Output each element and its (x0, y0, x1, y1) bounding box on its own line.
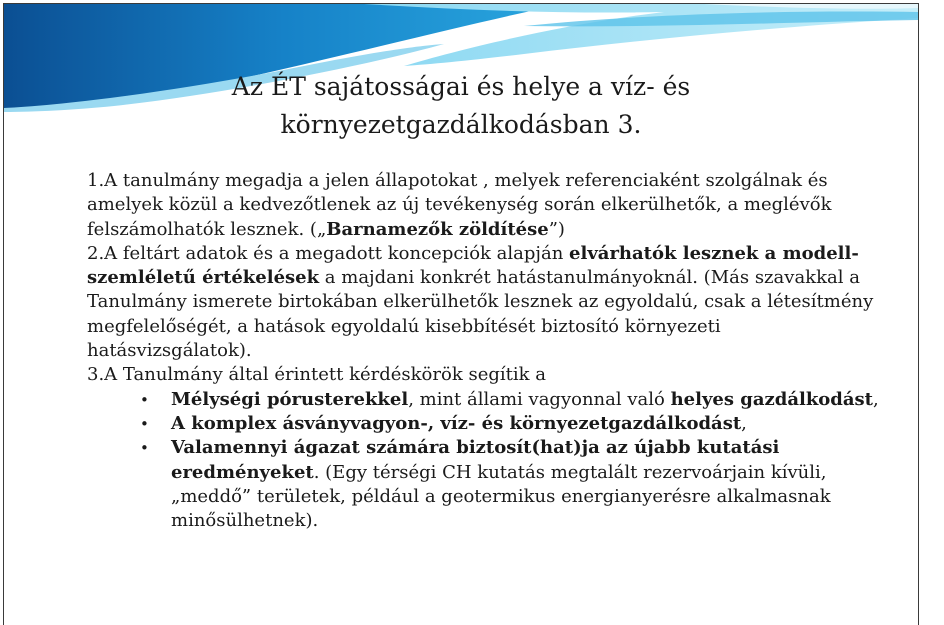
bullet-2-text: , (741, 412, 747, 434)
paragraph-1-text: 1.A tanulmány megadja a jelen állapotokat , melyek referenciaként szolgálnak és amelyek közül a kedvezőtlenek az új tevékenység során elkerülhetők, a meglévők felszámolhatók lesznek. („ (87, 170, 832, 240)
bullet-item (87, 412, 887, 436)
bullet-item (87, 388, 887, 412)
paragraph-2-text-end: a majdani konkrét hatástanulmányoknál. (Más szavakkal a Tanulmány ismerete birtokában elkerülhetők lesznek az egyoldalú, csak a létesítmény megfelelőségét, a hatások egyoldalú kisebbítését biztosító környezeti hatásvizsgálatok). (87, 267, 874, 362)
bullet-3-text: . (Egy térségi CH kutatás megtalált rezervoárjain kívüli, „meddő” területek, például a geotermikus energianyerésre alkalmasnak minősülhetnek). (171, 461, 831, 532)
bullet-item (87, 436, 887, 533)
title-line-1: Az ÉT sajátosságai és helye a víz- és (231, 72, 691, 101)
bullet-1-text-end: , (873, 388, 879, 410)
paragraph-1-text-end: ”) (548, 218, 565, 240)
bullet-list (87, 388, 887, 534)
paragraph-1 (87, 169, 887, 242)
bullet-marker: • (140, 390, 149, 409)
bullet-marker: • (140, 414, 149, 433)
paragraph-2 (87, 242, 887, 363)
paragraph-2-text: 2.A feltárt adatok és a megadott koncepciók alapján (87, 242, 570, 264)
title-line-2: környezetgazdálkodásban 3. (280, 110, 642, 139)
bullet-marker: • (140, 439, 149, 458)
bullet-1-bold-2: helyes gazdálkodást (670, 388, 873, 410)
paragraph-2-bold: elvárhatók lesznek a modell-szemléletű értékelések (87, 242, 859, 289)
bullet-1-bold: Mélységi pórusterekkel (171, 388, 409, 410)
paragraph-3-intro: 3.A Tanulmány által érintett kérdéskörök segítik a (87, 364, 546, 386)
bullet-2-bold: A komplex ásványvagyon-, víz- és környezetgazdálkodást (171, 412, 742, 434)
slide-title (4, 68, 918, 144)
slide (3, 3, 919, 625)
bullet-3-bold: Valamennyi ágazat számára biztosít(hat)ja az újabb kutatási eredményeket (171, 437, 780, 483)
paragraph-1-bold: Barnamezők zöldítése (326, 218, 549, 240)
slide-body (87, 169, 887, 533)
bullet-1-text: , mint állami vagyonnal való (408, 388, 671, 410)
